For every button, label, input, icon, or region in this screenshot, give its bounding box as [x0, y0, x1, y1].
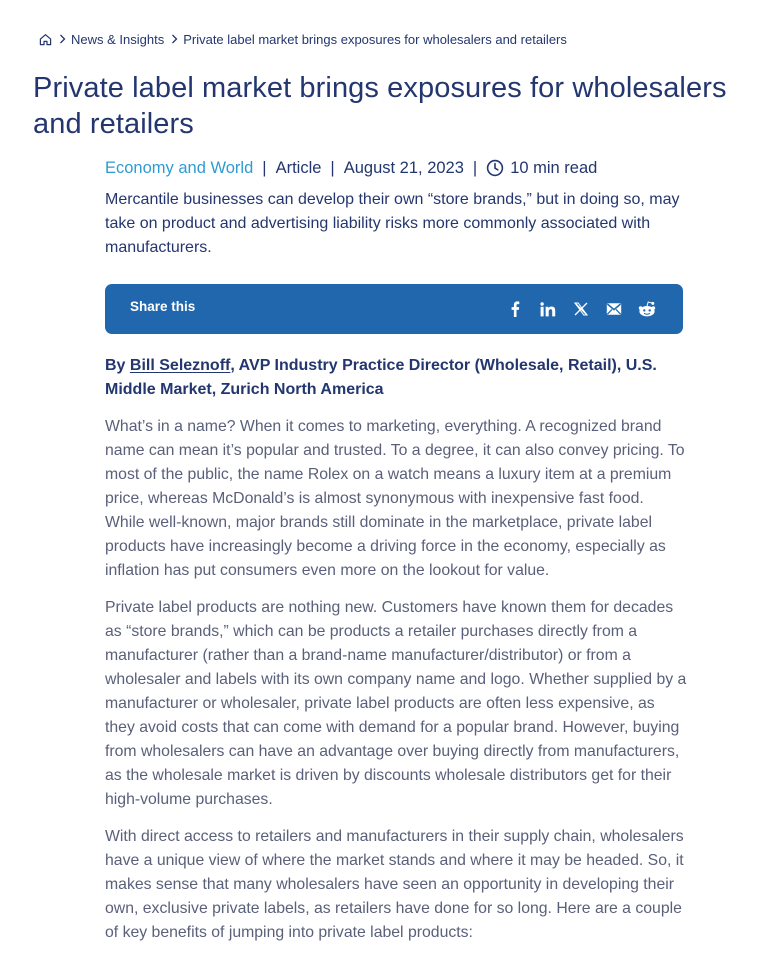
breadcrumb-current-page: Private label market brings exposures for wholesalers and retailers [183, 31, 567, 47]
home-icon[interactable] [38, 32, 52, 46]
byline-title: , AVP Industry Practice Director (Wholesale, Retail), U.S. Middle Market, Zurich North America [105, 357, 657, 398]
article-summary: Mercantile businesses can develop their own “store brands,” but in doing so, may take on product and advertising liability risks more commonly associated with manufacturers. [105, 191, 680, 256]
read-time: 10 min read [510, 158, 598, 177]
share-label: Share this [130, 299, 196, 314]
body-paragraph: What’s in a name? When it comes to marketing, everything. A recognized brand name can mean it’s popular and trusted. To a degree, it can also convey pricing. To most of the public, the name Rolex on a watch means a luxury item at a premium price, whereas McDonald’s is almost synonymous with inexpensive fast food. While well-known, major brands still dominate in the marketplace, private label products have increasingly become a driving force in the economy, especially as inflation has put consumers even more on the lookout for value. [105, 418, 685, 579]
author-byline [105, 354, 683, 402]
meta-divider: | [472, 158, 478, 177]
page-title: Private label market brings exposures for wholesalers and retailers [33, 72, 727, 140]
share-bar [105, 284, 683, 334]
facebook-icon[interactable] [505, 299, 525, 319]
article-type: Article [275, 158, 322, 177]
author-link[interactable]: Bill Seleznoff [129, 357, 231, 374]
body-paragraph: Private label products are nothing new. Customers have known them for decades as “store brands,” which can be products a retailer purchases directly from a manufacturer (rather than a brand-name manufacturer/distributor) or from a wholesaler and labels with its own company name and logo. Whether supplied by a manufacturer or wholesaler, private label products are often less expensive, as they avoid costs that can come with demand for a popular brand. However, buying from wholesalers can have an advantage over buying directly from manufacturers, as the wholesale market is driven by discounts wholesale distributors get for their high-volume purchases. [105, 599, 687, 808]
email-icon[interactable] [604, 299, 624, 319]
article-date: August 21, 2023 [343, 158, 464, 177]
x-icon[interactable] [571, 299, 591, 319]
reddit-icon[interactable] [637, 299, 657, 319]
linkedin-icon[interactable] [538, 299, 558, 319]
meta-divider: | [262, 158, 267, 177]
meta-divider: | [330, 158, 335, 177]
breadcrumb-news-insights-link[interactable]: News & Insights [71, 31, 165, 47]
article-meta [105, 156, 597, 180]
breadcrumb [38, 29, 567, 49]
byline-prefix: By [105, 357, 130, 374]
chevron-right-icon [168, 34, 180, 44]
clock-icon [486, 159, 504, 177]
category-link[interactable]: Economy and World [105, 158, 254, 177]
body-paragraph: With direct access to retailers and manufacturers in their supply chain, wholesalers have a unique view of where the market stands and where it may be headed. So, it makes sense that many wholesalers have seen an opportunity in developing their own, exclusive private labels, as retailers have done for so long. Here are a couple of key benefits of jumping into private label products: [105, 828, 684, 941]
chevron-right-icon [56, 34, 68, 44]
share-icons [505, 299, 657, 319]
